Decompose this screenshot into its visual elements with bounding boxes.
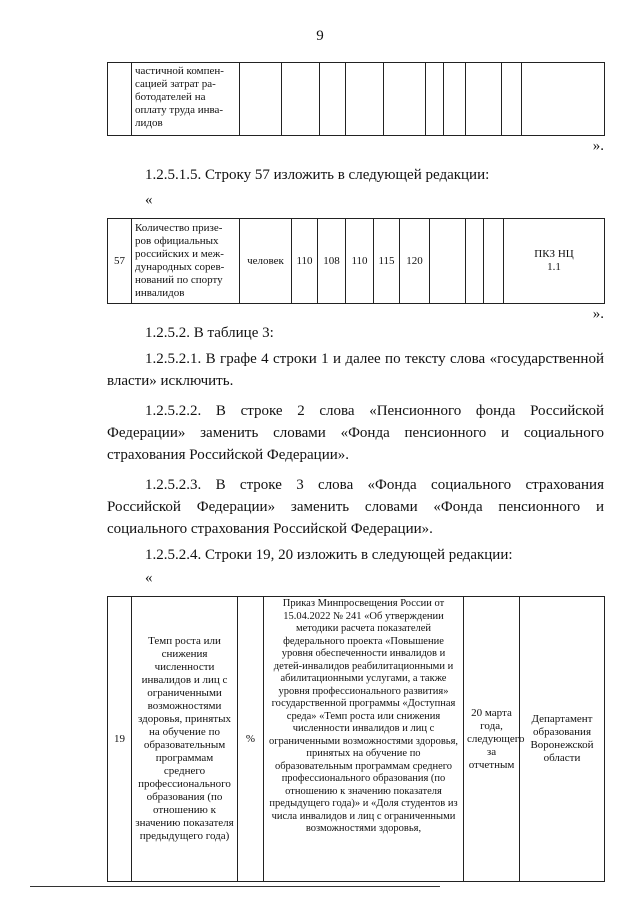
value-cell: 110 (346, 219, 374, 304)
deadline: 20 марта года, следующего за отчетным (464, 597, 520, 882)
table-cell (430, 219, 466, 304)
table-fragment-top (107, 62, 605, 136)
table-cell (522, 63, 605, 136)
indicator-name: Количество призе- ров официальных российских и меж- дународных сорев- нований по спорту инвалидов (132, 219, 240, 304)
table-cell (282, 63, 320, 136)
table-row-57 (107, 218, 605, 304)
row-number: 57 (108, 219, 132, 304)
table-row-19 (107, 596, 605, 882)
close-quote: ». (592, 138, 604, 154)
responsible-body: Департамент образования Воронежской области (520, 597, 605, 882)
paragraph: 1.2.5.2.3. В строке 3 слова «Фонда социального страхования Российской Федерации» заменить словами «Фонда пенсионного и социального страхования Российской Федерации». (107, 477, 604, 537)
table-cell (240, 63, 282, 136)
table-cell (384, 63, 426, 136)
close-quote: ». (592, 306, 604, 322)
program-code: ПКЗ НЦ 1.1 (504, 219, 605, 304)
paragraph: 1.2.5.2.4. Строки 19, 20 изложить в следующей редакции: (145, 547, 513, 563)
value-cell: 115 (374, 219, 400, 304)
value-cell: 108 (318, 219, 346, 304)
table-row (108, 219, 605, 304)
table-row (108, 63, 605, 136)
table-cell (466, 63, 502, 136)
open-quote: « (145, 192, 153, 208)
table-cell (346, 63, 384, 136)
paragraph: 1.2.5.2.1. В графе 4 строки 1 и далее по тексту слова «государственной власти» исключить. (107, 351, 604, 389)
table-cell (484, 219, 504, 304)
table-cell-indicator: частичной компен- сацией затрат ра- ботодателей на оплату труда инва- лидов (132, 63, 240, 136)
unit: % (238, 597, 264, 882)
table-cell (502, 63, 522, 136)
unit: человек (240, 219, 292, 304)
value-cell: 110 (292, 219, 318, 304)
footer-divider (30, 886, 440, 887)
table-cell (108, 63, 132, 136)
value-cell: 120 (400, 219, 430, 304)
section-heading: 1.2.5.1.5. Строку 57 изложить в следующей редакции: (145, 167, 490, 183)
table-cell (444, 63, 466, 136)
paragraph: 1.2.5.2.2. В строке 2 слова «Пенсионного фонда Российской Федерации» заменить словами «Фонда пенсионного и социального страхования Российской Федерации». (107, 403, 604, 463)
indicator-name: Темп роста или снижения численности инвалидов и лиц с ограниченными возможностями здоровья, принятых на обучение по образовательным программам среднего профессионального образования (по отношению к значению показателя предыдущего года) (132, 597, 238, 882)
open-quote: « (145, 570, 153, 586)
paragraph: 1.2.5.2. В таблице 3: (145, 325, 274, 341)
row-number: 19 (108, 597, 132, 882)
methodology-document: Приказ Минпросвещения России от 15.04.2022 № 241 «Об утверждении методики расчета показателей федерального проекта «Повышение уровня обеспеченности инвалидов и детей-инвалидов реабилитационными и абилитационными услугами, а также уровня профессионального развития» государственной программы «Доступная среда» «Темп роста или снижения численности инвалидов и лиц с ограниченными возможностями здоровья, принятых на обучение по образовательным программам среднего профессионального образования (по отношению к значению показателя предыдущего года)» и «Доля студентов из числа инвалидов и лиц с ограниченными возможностями здоровья, (264, 597, 464, 882)
table-row (108, 597, 605, 882)
table-cell (466, 219, 484, 304)
table-cell (426, 63, 444, 136)
table-cell (320, 63, 346, 136)
page-number: 9 (316, 28, 324, 44)
